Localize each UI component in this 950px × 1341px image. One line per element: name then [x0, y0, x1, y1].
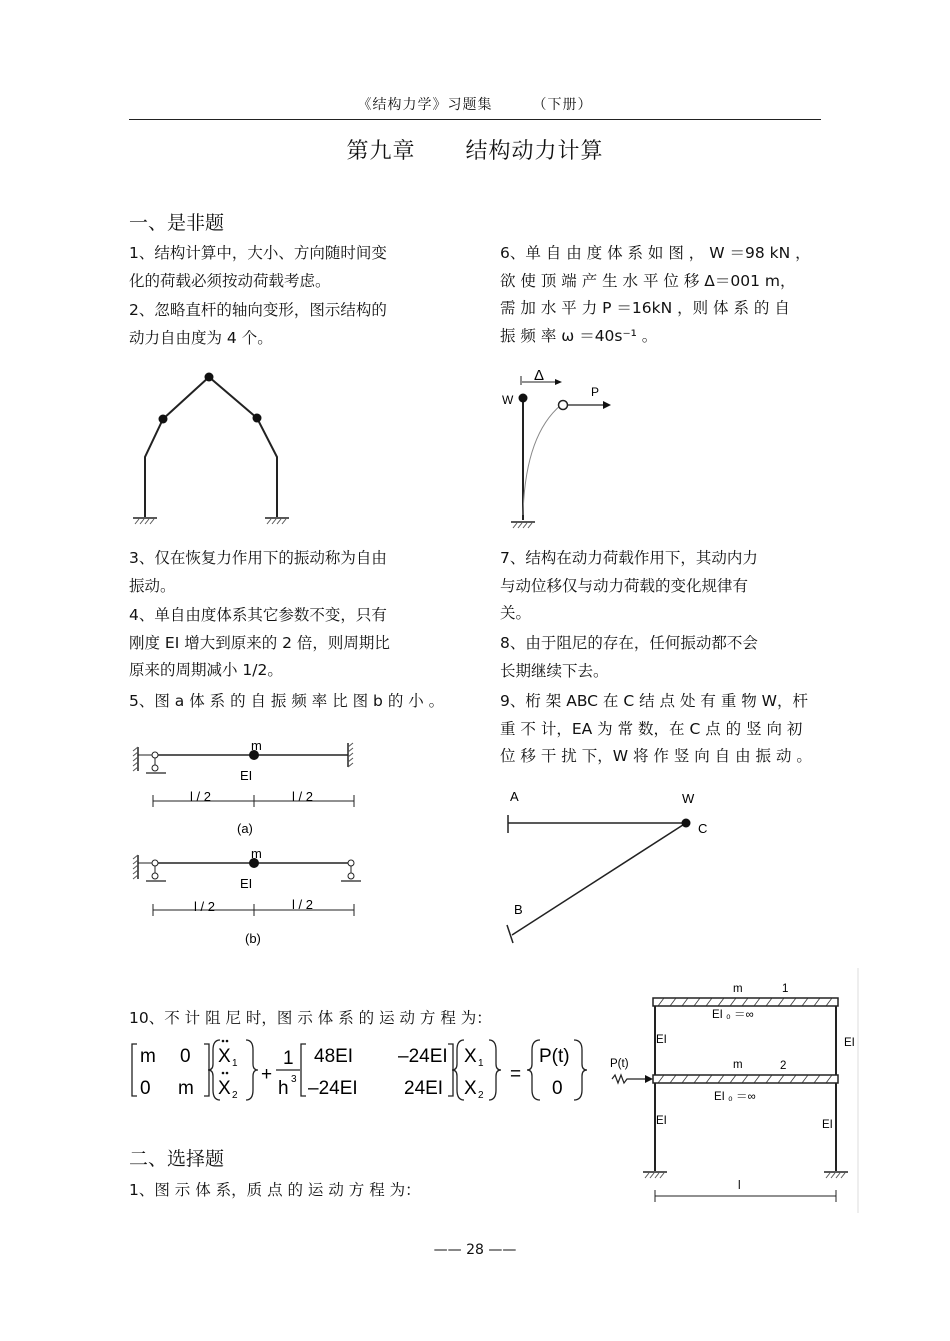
- svg-text:l: l: [738, 1180, 741, 1192]
- beam-b: [133, 846, 361, 946]
- frame-figure-q2: [125, 365, 295, 525]
- svg-text:B: B: [514, 902, 523, 917]
- svg-text:1: 1: [283, 1048, 294, 1069]
- bar-bc: [512, 823, 686, 935]
- svg-text:EI: EI: [656, 1034, 667, 1046]
- svg-text:EI ₀ ＝∞: EI ₀ ＝∞: [712, 1009, 754, 1021]
- svg-text:l / 2: l / 2: [292, 897, 313, 912]
- svg-text:1: 1: [478, 1058, 484, 1069]
- svg-text:C: C: [698, 821, 708, 836]
- svg-text:1: 1: [782, 983, 789, 995]
- chapter-name: 结构动力计算: [465, 139, 604, 164]
- running-header: [0, 94, 950, 114]
- svg-text:0: 0: [180, 1046, 191, 1067]
- svg-text:0: 0: [552, 1078, 563, 1099]
- load-arrow: [645, 1075, 653, 1083]
- svg-text:–24EI: –24EI: [308, 1078, 358, 1099]
- question-9: 9、桁 架 ABC 在 C 结 点 处 有 重 物 W，杆 重 不 计，EA 为 常 数，在 C 点 的 竖 向 初 位 移 干 扰 下，W 将 作 竖 向 自 由 振 动 。: [500, 692, 812, 765]
- svg-text:24EI: 24EI: [404, 1078, 444, 1099]
- caption-a: (a): [237, 821, 253, 836]
- page-number: —— 28 ——: [433, 1242, 517, 1258]
- svg-text:A: A: [510, 789, 519, 804]
- svg-text:2: 2: [478, 1090, 484, 1101]
- volume-label: （下册）: [532, 97, 593, 113]
- svg-text:EI ₀ ＝∞: EI ₀ ＝∞: [714, 1091, 756, 1103]
- w-label: W: [502, 393, 514, 407]
- chapter-title: [0, 134, 950, 165]
- mass-w: [519, 394, 528, 403]
- svg-text:48EI: 48EI: [314, 1046, 354, 1067]
- svg-text:l / 2: l / 2: [194, 899, 215, 914]
- mass-node: [159, 415, 168, 424]
- svg-text:X: X: [464, 1078, 477, 1099]
- mass-w: [682, 819, 691, 828]
- question-10: 10、不 计 阻 尼 时，图 示 体 系 的 运 动 方 程 为：: [129, 1009, 492, 1027]
- chapter-number: 第九章: [346, 139, 416, 164]
- svg-text:3: 3: [291, 1074, 297, 1085]
- question-1: 1、结构计算中，大小、方向随时间变 化的荷载必须按动荷载考虑。: [129, 244, 387, 290]
- header-rule: [129, 119, 821, 120]
- svg-text:EI: EI: [240, 876, 253, 891]
- svg-text:X: X: [218, 1046, 231, 1067]
- svg-text:0: 0: [140, 1078, 151, 1099]
- svg-text:+: +: [261, 1064, 273, 1085]
- svg-text:–24EI: –24EI: [398, 1046, 448, 1067]
- svg-text:EI: EI: [844, 1037, 855, 1049]
- svg-text:2: 2: [232, 1090, 238, 1101]
- section-heading-true-false: 一、是非题: [129, 212, 225, 234]
- svg-text:m: m: [140, 1046, 156, 1067]
- svg-text:h: h: [278, 1078, 289, 1099]
- svg-text:P(t): P(t): [610, 1058, 629, 1070]
- svg-text:m: m: [251, 846, 262, 861]
- svg-text:2: 2: [780, 1060, 787, 1072]
- svg-text:l / 2: l / 2: [190, 789, 211, 804]
- p-label: P: [591, 385, 600, 399]
- question-7: 7、结构在动力荷载作用下，其动内力 与动位移仅与动力荷载的变化规律有 关。: [500, 549, 758, 622]
- question-2: 2、忽略直杆的轴向变形，图示结构的 动力自由度为 4 个。: [129, 301, 387, 347]
- motion-equation: [128, 1036, 598, 1106]
- svg-text:l / 2: l / 2: [292, 789, 313, 804]
- svg-text:EI: EI: [822, 1119, 833, 1131]
- svg-text:X: X: [218, 1078, 231, 1099]
- question-8: 8、由于阻尼的存在，任何振动都不会 长期继续下去。: [500, 634, 758, 680]
- deflected-shape: [523, 405, 561, 515]
- svg-text:=: =: [510, 1064, 522, 1085]
- caption-b: (b): [245, 931, 261, 946]
- section-heading-multiple-choice: 二、选择题: [129, 1148, 225, 1170]
- displaced-mass: [559, 401, 568, 410]
- truss-figure-q9: [500, 785, 730, 950]
- mass-node: [253, 414, 262, 423]
- cantilever-figure-q6: [495, 365, 625, 535]
- choice-question-1: 1、图 示 体 系，质 点 的 运 动 方 程 为：: [129, 1181, 421, 1199]
- svg-text:EI: EI: [656, 1115, 667, 1127]
- svg-text:1: 1: [232, 1058, 238, 1069]
- book-title: 《结构力学》习题集: [357, 97, 493, 113]
- svg-text:X: X: [464, 1046, 477, 1067]
- svg-text:EI: EI: [240, 768, 253, 783]
- svg-text:m: m: [733, 983, 743, 995]
- svg-text:P(t): P(t): [539, 1046, 570, 1067]
- question-3: 3、仅在恢复力作用下的振动称为自由 振动。: [129, 549, 387, 595]
- svg-text:m: m: [733, 1059, 743, 1071]
- svg-text:m: m: [178, 1078, 194, 1099]
- question-5: 5、图 a 体 系 的 自 振 频 率 比 图 b 的 小 。: [129, 692, 445, 710]
- force-arrow: [603, 401, 611, 409]
- mass-node: [205, 373, 214, 382]
- question-6: 6、单 自 由 度 体 系 如 图 ， W ＝98 kN ， 欲 使 顶 端 产 生 水 平 位 移 Δ＝001 m， 需 加 水 平 力 P ＝16kN ，则 体 系 的 自 振 频 率 ω ＝40s⁻¹ 。: [500, 244, 811, 345]
- delta-label: Δ: [533, 367, 545, 384]
- svg-text:m: m: [251, 738, 262, 753]
- svg-text:W: W: [682, 791, 695, 806]
- question-4: 4、单自由度体系其它参数不变，只有 刚度 EI 增大到原来的 2 倍，则周期比 原来的周期减小 1/2。: [129, 606, 390, 679]
- beam-a: [133, 738, 354, 836]
- frame-figure-q10: [600, 968, 862, 1213]
- beam-figures-q5: [130, 735, 370, 950]
